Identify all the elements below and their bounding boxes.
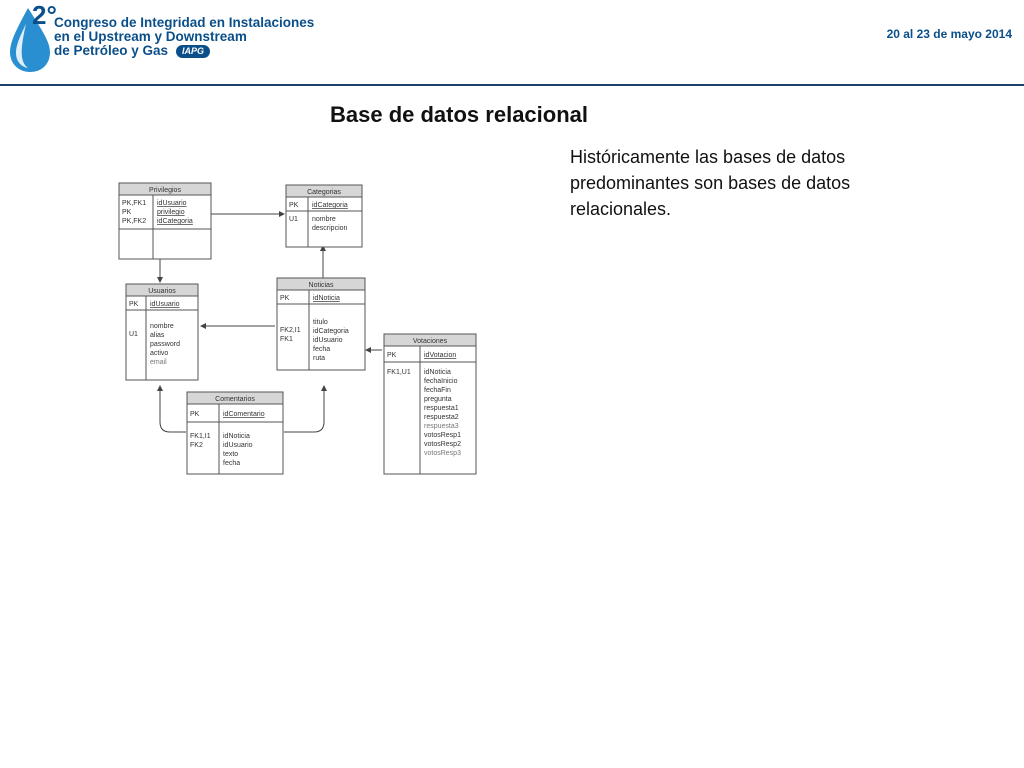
svg-text:idNoticia: idNoticia	[313, 295, 340, 302]
rel-comentarios-usuarios	[160, 386, 186, 432]
header-divider	[0, 84, 1024, 86]
rel-comentarios-noticias	[284, 386, 324, 432]
svg-text:FK1: FK1	[280, 336, 293, 343]
svg-text:pregunta: pregunta	[424, 396, 452, 403]
svg-text:alias: alias	[150, 332, 165, 339]
svg-text:U1: U1	[289, 216, 298, 223]
comentarios-title: Comentarios	[215, 396, 255, 403]
svg-text:idComentario: idComentario	[223, 411, 265, 418]
logo-number: 2°	[32, 0, 57, 30]
svg-text:idUsuario: idUsuario	[150, 301, 180, 308]
table-usuarios	[126, 284, 198, 380]
svg-text:PK: PK	[190, 411, 200, 418]
svg-text:privilegio: privilegio	[157, 209, 185, 216]
table-privilegios	[119, 183, 211, 259]
svg-text:PK: PK	[289, 202, 299, 209]
svg-text:idUsuario: idUsuario	[157, 200, 187, 207]
svg-text:idUsuario: idUsuario	[313, 337, 343, 344]
congress-line-3: de Petróleo y Gas	[54, 43, 169, 58]
svg-text:texto: texto	[223, 451, 239, 458]
svg-text:PK: PK	[122, 209, 132, 216]
svg-text:PK,FK2: PK,FK2	[122, 218, 147, 225]
votaciones-title: Votaciones	[412, 338, 448, 345]
svg-text:idCategoria: idCategoria	[312, 202, 348, 209]
categorias-title: Categorias	[307, 189, 341, 196]
slide-title: Base de datos relacional	[330, 102, 588, 127]
iapg-badge: IAPG	[176, 45, 210, 58]
svg-text:respuesta3: respuesta3	[424, 423, 459, 430]
slide-body-text: Históricamente las bases de datos predominantes son bases de datos relacionales.	[570, 147, 851, 219]
svg-text:fecha: fecha	[223, 460, 241, 467]
er-diagram	[112, 178, 484, 478]
svg-text:idNoticia: idNoticia	[223, 433, 250, 440]
svg-text:PK: PK	[129, 301, 139, 308]
slide-header	[0, 0, 1024, 84]
noticias-title: Noticias	[308, 282, 334, 289]
svg-text:respuesta2: respuesta2	[424, 414, 459, 421]
svg-text:PK,FK1: PK,FK1	[122, 200, 147, 207]
svg-text:votosResp3: votosResp3	[424, 450, 461, 457]
svg-text:FK1,U1: FK1,U1	[387, 369, 411, 376]
svg-text:PK: PK	[280, 295, 290, 302]
water-drop-logo-icon	[6, 0, 57, 74]
svg-text:fechaFin: fechaFin	[424, 387, 451, 394]
svg-text:FK2: FK2	[190, 442, 203, 449]
svg-text:U1: U1	[129, 331, 138, 338]
svg-text:ruta: ruta	[313, 355, 326, 362]
svg-text:idUsuario: idUsuario	[223, 442, 253, 449]
svg-text:idNoticia: idNoticia	[424, 369, 451, 376]
svg-text:votosResp1: votosResp1	[424, 432, 461, 439]
svg-text:password: password	[150, 341, 180, 348]
svg-text:PK: PK	[387, 352, 397, 359]
usuarios-title: Usuarios	[148, 288, 176, 295]
svg-text:titulo: titulo	[313, 319, 328, 326]
svg-text:idCategoria: idCategoria	[157, 218, 193, 225]
congress-line-1: Congreso de Integridad en Instalaciones	[54, 15, 315, 30]
svg-text:fecha: fecha	[313, 346, 331, 353]
table-comentarios	[187, 392, 283, 474]
svg-text:email: email	[150, 359, 167, 366]
table-noticias	[277, 278, 365, 370]
svg-text:idCategoria: idCategoria	[313, 328, 349, 335]
congress-line-2: en el Upstream y Downstream	[54, 29, 247, 44]
svg-text:fechaInicio: fechaInicio	[424, 378, 458, 385]
svg-text:votosResp2: votosResp2	[424, 441, 461, 448]
svg-text:FK1,I1: FK1,I1	[190, 433, 211, 440]
congress-name	[54, 16, 314, 58]
svg-text:descripcion: descripcion	[312, 225, 348, 232]
table-votaciones	[384, 334, 476, 474]
svg-text:respuesta1: respuesta1	[424, 405, 459, 412]
svg-text:nombre: nombre	[312, 216, 336, 223]
svg-text:idVotacion: idVotacion	[424, 352, 457, 359]
table-categorias	[286, 185, 362, 247]
svg-text:FK2,I1: FK2,I1	[280, 327, 301, 334]
svg-text:nombre: nombre	[150, 323, 174, 330]
svg-text:activo: activo	[150, 350, 169, 357]
privilegios-title: Privilegios	[149, 187, 181, 194]
event-date: 20 al 23 de mayo 2014	[886, 27, 1012, 41]
